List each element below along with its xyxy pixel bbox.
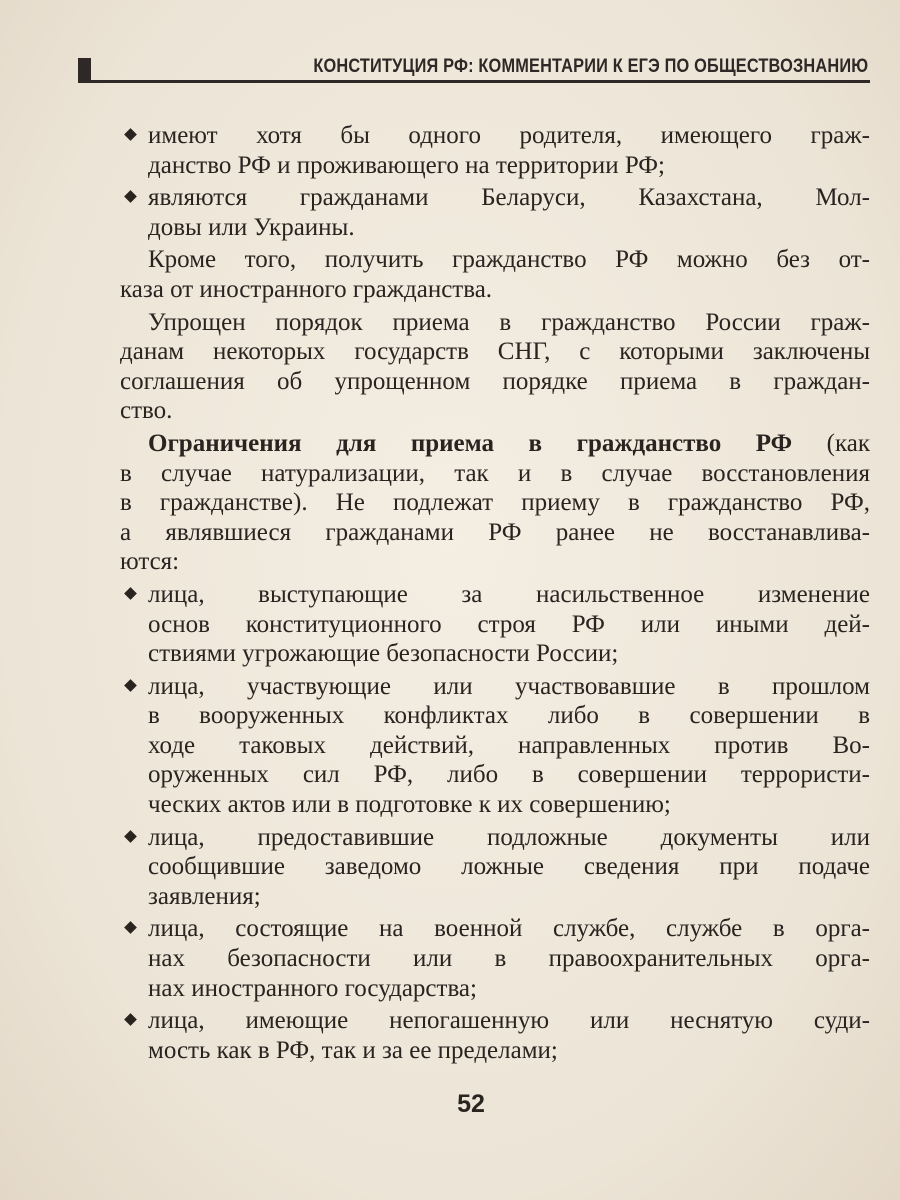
text-line: в вооруженных конфликтах либо в совершении в xyxy=(148,702,870,730)
text-line: ство. xyxy=(120,397,173,425)
text-line: нах иностранного государства; xyxy=(148,974,477,1002)
text-line: лица, участвующие или участвовавшие в прошлом xyxy=(148,672,870,700)
diamond-bullet-icon xyxy=(124,1013,137,1026)
paragraph xyxy=(120,429,870,577)
text-line: сообщившие заведомо ложные сведения при подаче xyxy=(148,853,870,881)
bullet-item xyxy=(120,121,870,180)
diamond-bullet-icon xyxy=(124,922,137,935)
diamond-bullet-icon xyxy=(124,679,137,692)
page-number: 52 xyxy=(457,1090,485,1118)
text-line: лица, предоставившие подложные документы или xyxy=(148,823,870,851)
paragraph xyxy=(120,245,870,304)
header-rule xyxy=(78,80,870,83)
text-line: довы или Украины. xyxy=(148,213,355,241)
text-line: мость как в РФ, так и за ее пределами; xyxy=(148,1036,558,1064)
text-line: имеют хотя бы одного родителя, имеющего граж- xyxy=(148,122,870,149)
text-line xyxy=(120,429,870,459)
text-line: ческих актов или в подготовке к их совершению; xyxy=(148,791,671,819)
text-line: Кроме того, получить гражданство РФ можно без от- xyxy=(148,246,870,274)
text-line: соглашения об упрощенном порядке приема в граждан- xyxy=(120,367,870,395)
bullet-item xyxy=(120,914,870,1003)
text-line: лица, имеющие непогашенную или неснятую суди- xyxy=(148,1007,870,1035)
bullet-item xyxy=(120,183,870,242)
text-line: Упрощен порядок приема в гражданство России граж- xyxy=(148,308,870,336)
diamond-bullet-icon xyxy=(124,830,137,843)
text-line: в случае натурализации, так и в случае восстановления xyxy=(120,459,870,487)
text-line: заявления; xyxy=(148,882,261,910)
diamond-bullet-icon xyxy=(124,128,137,141)
text-line: ствиями угрожающие безопасности России; xyxy=(148,640,619,668)
text-line: в гражданстве). Не подлежат приему в гражданство РФ, xyxy=(120,489,870,517)
text-line: оруженных сил РФ, либо в совершении террористи- xyxy=(148,761,870,789)
text-line: основ конституционного строя РФ или иными дей- xyxy=(148,610,870,638)
text-line: лица, выступающие за насильственное изменение xyxy=(148,580,870,608)
diamond-bullet-icon xyxy=(124,587,137,600)
paragraph xyxy=(120,308,870,426)
text-line: ются: xyxy=(120,548,180,576)
bullet-item xyxy=(120,823,870,912)
text-line: данам некоторых государств СНГ, с которыми заключены xyxy=(120,338,870,366)
page-body xyxy=(120,118,870,1065)
text-line: каза от иностранного гражданства. xyxy=(120,275,493,303)
text-line: лица, состоящие на военной службе, службе в орга- xyxy=(148,915,870,943)
text-line: являются гражданами Беларуси, Казахстана, Мол- xyxy=(148,184,870,212)
bullet-item xyxy=(120,580,870,669)
diamond-bullet-icon xyxy=(124,190,137,203)
text-line: нах безопасности или в правоохранительных орга- xyxy=(148,945,870,973)
text-line: данство РФ и проживающего на территории РФ; xyxy=(148,151,665,179)
bold-heading-text: Ограничения для приема в гражданство РФ xyxy=(148,429,793,457)
line-text: (как xyxy=(792,429,870,457)
text-line: а являвшиеся гражданами РФ ранее не восстанавлива- xyxy=(120,518,870,546)
bullet-item xyxy=(120,672,870,820)
text-line: ходе таковых действий, направленных против Во- xyxy=(148,731,870,759)
bullet-item xyxy=(120,1006,870,1065)
running-header: КОНСТИТУЦИЯ РФ: КОММЕНТАРИИ К ЕГЭ ПО ОБЩЕСТВОЗНАНИЮ xyxy=(313,56,868,77)
